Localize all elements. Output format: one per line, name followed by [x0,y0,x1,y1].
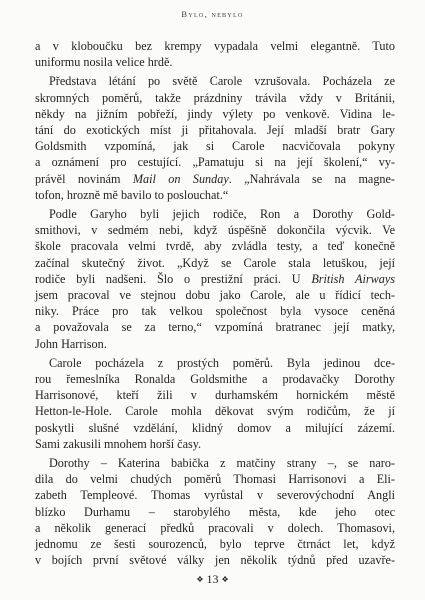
text-line: tání do exotických míst ji přitahovala. Její mladší bratr Gary [35,123,395,138]
paragraph-3 [35,206,395,352]
text-line: Harrisonové, kteří žili v durhamském hornickém městě [35,388,395,403]
text-line-mixed [35,171,395,187]
text-run: právěl novinám [35,171,133,186]
text-line: Podle Garyho byli jejich rodiče, Ron a Dorothy Gold- [49,207,395,222]
text-line: Představa létání po světě Carole vzrušovala. Pocházela ze [49,74,395,89]
text-line-mixed [35,271,395,287]
text-line: Carole pocházela z prostých poměrů. Byla jedinou dce- [49,355,395,370]
company-name: British Airways [311,271,395,286]
text-line: dila do velmi chudých poměrů Thomasi Harrisonovi a Eli- [35,472,395,487]
paragraph-1 [35,38,395,70]
text-line: poskytli slušné vzdělání, klidný domov a milující zázemí. [35,420,395,435]
text-line: škole pracovala velmi tvrdě, aby zvládla testy, a teď konečně [35,239,395,254]
text-line: jsem pracoval ve stejnou dobu jako Carole, ale u řídicí tech- [35,288,395,303]
text-line: skromných poměrů, takže prázdniny trávila vždy v Británii, [35,90,395,105]
text-line: tofon, hrozně mě bavilo to poslouchat.“ [35,187,229,202]
text-line: Sami zakusili mnohem horší časy. [35,436,202,451]
text-run: . „Nahrávala se na magne- [228,171,395,186]
text-line: uniformu nosila velice hrdě. [35,55,173,70]
text-line: smithovi, v sedmém nebi, když úspěšně dokončila výcvik. Ve [35,223,395,238]
text-line: zabeth Templeové. Thomas vyrůstal v severovýchodní Angli [35,488,395,503]
page-number-footer [0,572,425,587]
text-line: Goldsmith vzpomíná, jak si Carole nacvičovala pokyny [35,139,395,154]
text-line: niky. Práce pro tak velkou společnost byla vysoce ceněná [35,304,395,319]
text-line: John Harrison. [35,336,107,351]
text-line: jednomu ze šesti sourozenců, bylo teprve čtrnáct let, když [35,537,395,552]
text-line: Dorothy – Katerina babička z matčiny strany –, se naro- [49,456,395,471]
text-line: v bojích první světové války jen několik týdnů před uzavře- [35,553,395,568]
body-text [35,38,395,572]
text-line: a oznámení pro cestující. „Pamatuju si na její školení,“ vy- [35,155,395,170]
text-line: a několik generací předků pracovali v dolech. Thomasovi, [35,520,395,535]
text-line: a považovala se za terno,“ vzpomíná bratranec její matky, [35,320,395,335]
text-line: začínal skutečný život. „Když se Carole stala letuškou, její [35,255,395,270]
paragraph-2 [35,73,395,203]
page-number: 13 [206,572,219,586]
ornament-right-icon: ❖ [221,575,229,584]
newspaper-title: Mail on Sunday [132,171,229,186]
text-line: Hetton-le-Hole. Carole mohla děkovat svým rodičům, že jí [35,404,395,419]
running-header: Bylo, nebylo [181,9,244,19]
text-line: blízko Durhamu – starobylého města, kde jeho otec [35,504,395,519]
paragraph-4 [35,355,395,452]
text-line: a v kloboučku bez krempy vypadala velmi elegantně. Tuto [35,39,395,53]
text-line: někdy na jižním pobřeží, jindy výlety po venkově. Vidina le- [35,106,395,121]
paragraph-5 [35,455,395,568]
ornament-left-icon: ❖ [196,575,204,584]
text-line: rou řemeslníka Ronalda Goldsmithe a prodavačky Dorothy [35,372,395,387]
text-run: rodiče byli nadšeni. Šlo o prestižní práci. U [35,271,312,286]
